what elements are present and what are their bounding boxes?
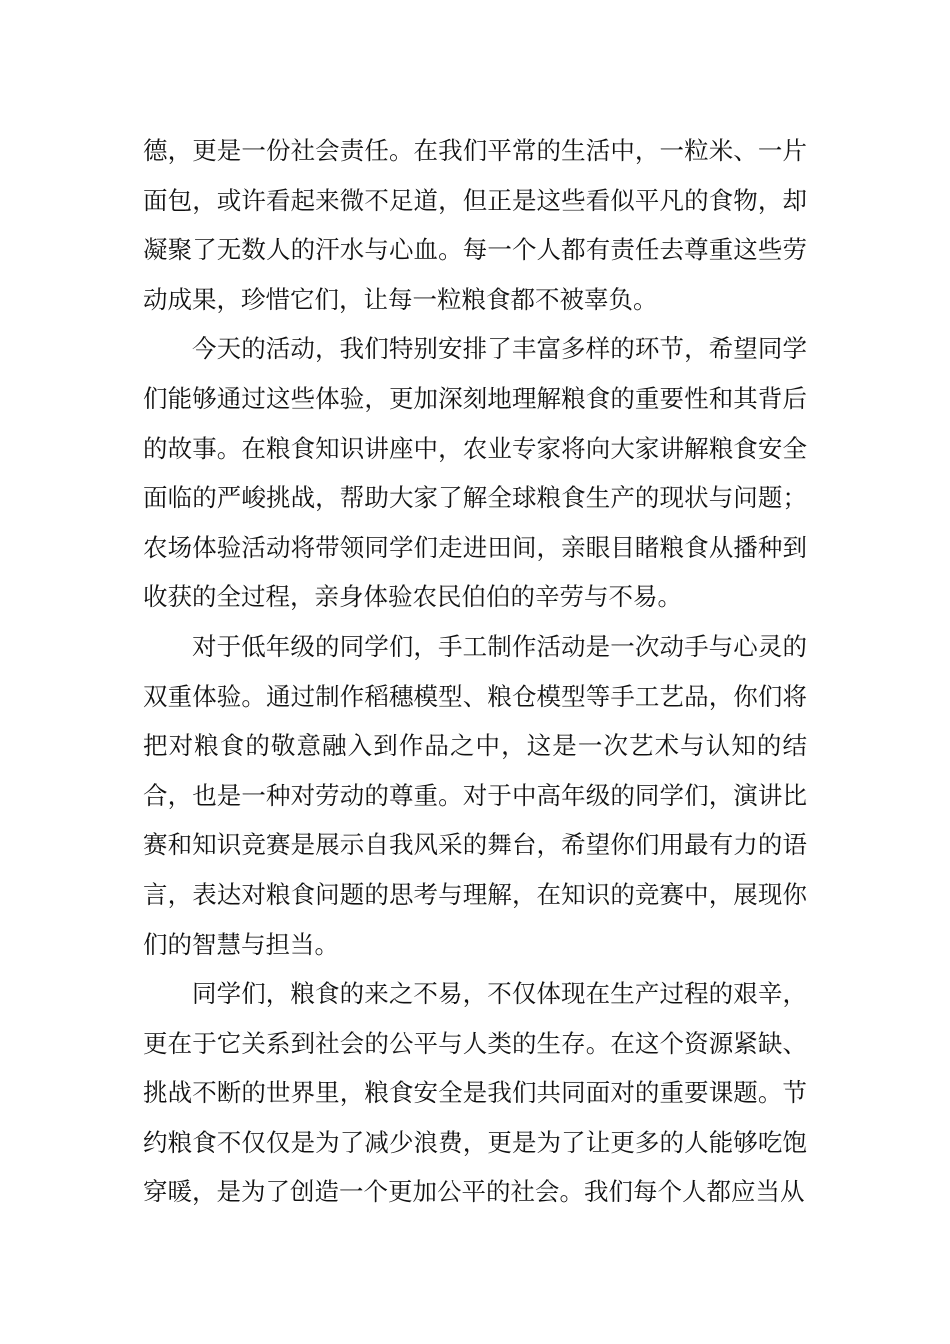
paragraph-3: 对于低年级的同学们，手工制作活动是一次动手与心灵的双重体验。通过制作稻穗模型、粮仓模型等手工艺品，你们将把对粮食的敬意融入到作品之中，这是一次艺术与认知的结合，也是一种对劳动的尊重。对于中高年级的同学们，演讲比赛和知识竞赛是展示自我风采的舞台，希望你们用最有力的语言，表达对粮食问题的思考与理解，在知识的竞赛中，展现你们的智慧与担当。 — [143, 631, 807, 959]
paragraph-1: 德，更是一份社会责任。在我们平常的生活中，一粒米、一片面包，或许看起来微不足道，但正是这些看似平凡的食物，却凝聚了无数人的汗水与心血。每一个人都有责任去尊重这些劳动成果，珍惜它们，让每一粒粮食都不被辜负。 — [143, 136, 807, 314]
paragraph-2: 今天的活动，我们特别安排了丰富多样的环节，希望同学们能够通过这些体验，更加深刻地理解粮食的重要性和其背后的故事。在粮食知识讲座中，农业专家将向大家讲解粮食安全面临的严峻挑战，帮助大家了解全球粮食生产的现状与问题；农场体验活动将带领同学们走进田间，亲眼目睹粮食从播种到收获的全过程，亲身体验农民伯伯的辛劳与不易。 — [143, 334, 807, 612]
paragraph-4: 同学们，粮食的来之不易，不仅体现在生产过程的艰辛，更在于它关系到社会的公平与人类的生存。在这个资源紧缺、挑战不断的世界里，粮食安全是我们共同面对的重要课题。节约粮食不仅仅是为了减少浪费，更是为了让更多的人能够吃饱穿暖，是为了创造一个更加公平的社会。我们每个人都应当从 — [143, 979, 807, 1207]
document-body — [143, 126, 807, 1217]
